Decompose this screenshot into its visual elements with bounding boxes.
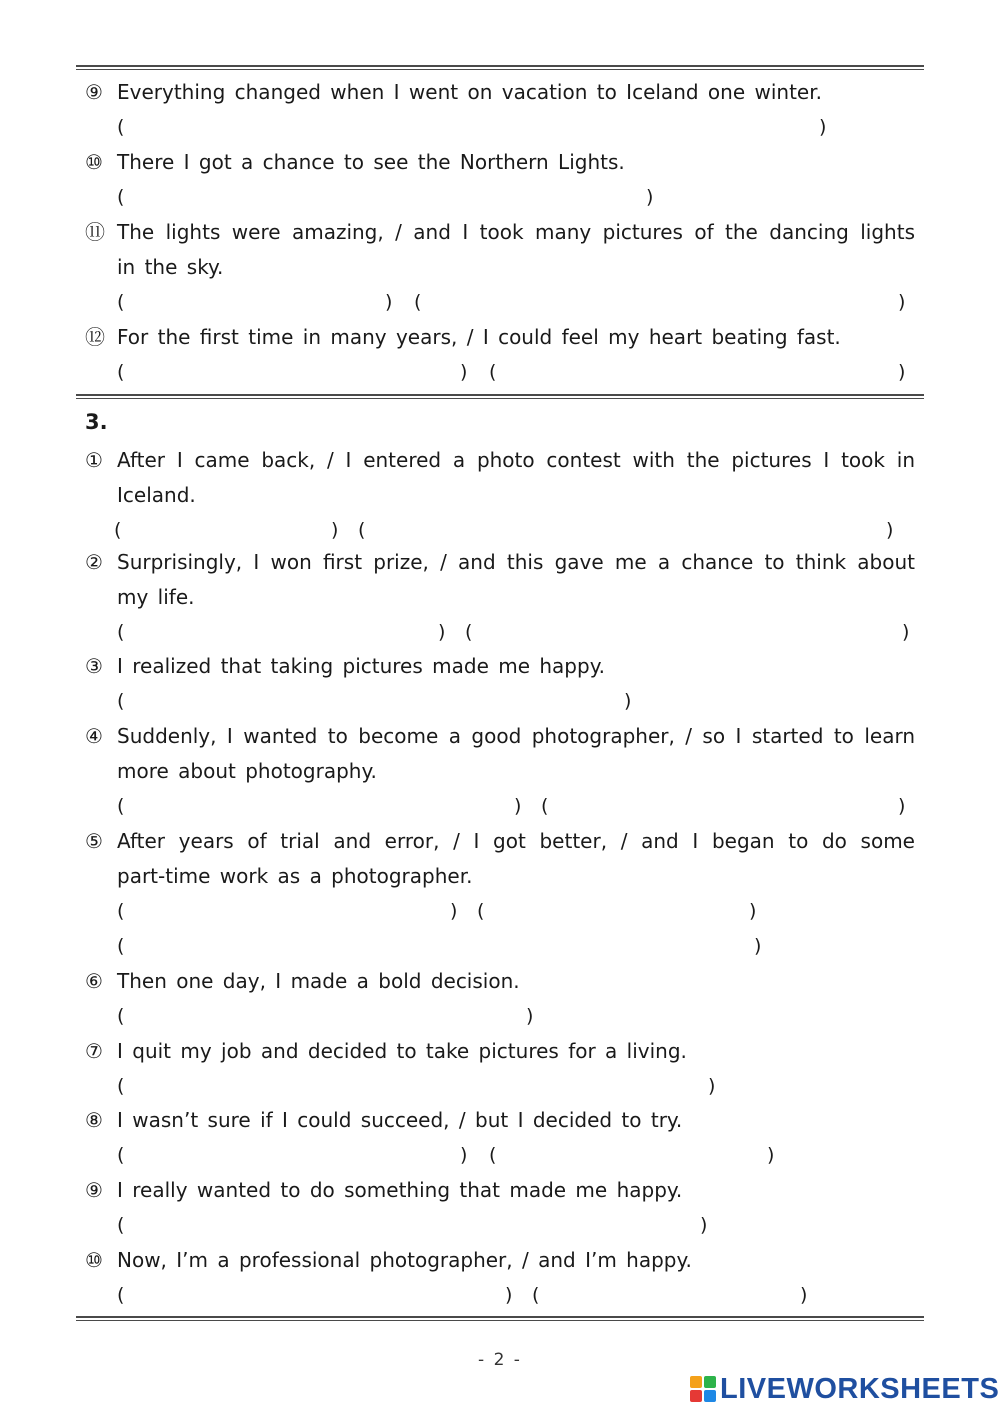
item-number: ⑩ xyxy=(85,1248,103,1272)
sentence-text: The lights were amazing, / and I took many pictures of the dancing lights xyxy=(117,220,915,244)
sentence-2-cont: my life. xyxy=(117,585,195,609)
item-number: ⑥ xyxy=(85,969,103,993)
sentence-5-cont: part-time work as a photographer. xyxy=(117,864,473,888)
sentence-text: There I got a chance to see the Northern Lights. xyxy=(117,150,625,174)
sentence-10b xyxy=(85,1248,692,1272)
brand-name: LIVEWORKSHEETS xyxy=(720,1372,1000,1405)
sentence-text: Then one day, I made a bold decision. xyxy=(117,969,520,993)
sentence-3 xyxy=(85,654,605,678)
sentence-11 xyxy=(85,220,915,244)
brand-squares-icon xyxy=(690,1376,716,1402)
sentence-11-cont: in the sky. xyxy=(117,255,224,279)
item-number: ⑪ xyxy=(85,220,105,244)
sentence-1 xyxy=(85,448,915,472)
sentence-text: I really wanted to do something that made me happy. xyxy=(117,1178,683,1202)
sentence-4-cont: more about photography. xyxy=(117,759,377,783)
sentence-12 xyxy=(85,325,841,349)
item-number: ⑩ xyxy=(85,150,103,174)
sentence-text: Surprisingly, I won first prize, / and this gave me a chance to think about xyxy=(117,550,915,574)
sentence-text: I realized that taking pictures made me happy. xyxy=(117,654,606,678)
item-number: ③ xyxy=(85,654,103,678)
item-number: ② xyxy=(85,550,103,574)
sentence-text: Suddenly, I wanted to become a good photographer, / so I started to learn xyxy=(117,724,915,748)
item-number: ⑧ xyxy=(85,1108,103,1132)
sentence-text: After years of trial and error, / I got better, / and I began to do some xyxy=(117,829,915,853)
sentence-10 xyxy=(85,150,625,174)
bottom-rule xyxy=(76,1316,924,1321)
item-number: ⑨ xyxy=(85,1178,103,1202)
sentence-5 xyxy=(85,829,915,853)
item-number: ④ xyxy=(85,724,103,748)
sentence-2 xyxy=(85,550,915,574)
sentence-6 xyxy=(85,969,520,993)
section-divider xyxy=(76,394,924,399)
item-number: ⑤ xyxy=(85,829,103,853)
sentence-text: For the first time in many years, / I could feel my heart beating fast. xyxy=(117,325,841,349)
page-number: - 2 - xyxy=(478,1350,522,1370)
top-rule xyxy=(76,65,924,70)
item-number: ⑦ xyxy=(85,1039,103,1063)
sentence-9 xyxy=(85,80,822,104)
sentence-text: I quit my job and decided to take pictures for a living. xyxy=(117,1039,687,1063)
sentence-text: After I came back, / I entered a photo contest with the pictures I took in xyxy=(117,448,915,472)
liveworksheets-logo[interactable] xyxy=(690,1372,999,1406)
sentence-text: Everything changed when I went on vacation to Iceland one winter. xyxy=(117,80,822,104)
sentence-1-cont: Iceland. xyxy=(117,483,196,507)
sentence-9b xyxy=(85,1178,682,1202)
item-number: ⑨ xyxy=(85,80,103,104)
section-heading: 3. xyxy=(85,410,108,434)
sentence-7 xyxy=(85,1039,687,1063)
sentence-text: Now, I’m a professional photographer, / and I’m happy. xyxy=(117,1248,692,1272)
sentence-4 xyxy=(85,724,915,748)
item-number: ① xyxy=(85,448,103,472)
item-number: ⑫ xyxy=(85,325,105,349)
sentence-8 xyxy=(85,1108,682,1132)
sentence-text: I wasn’t sure if I could succeed, / but I decided to try. xyxy=(117,1108,683,1132)
